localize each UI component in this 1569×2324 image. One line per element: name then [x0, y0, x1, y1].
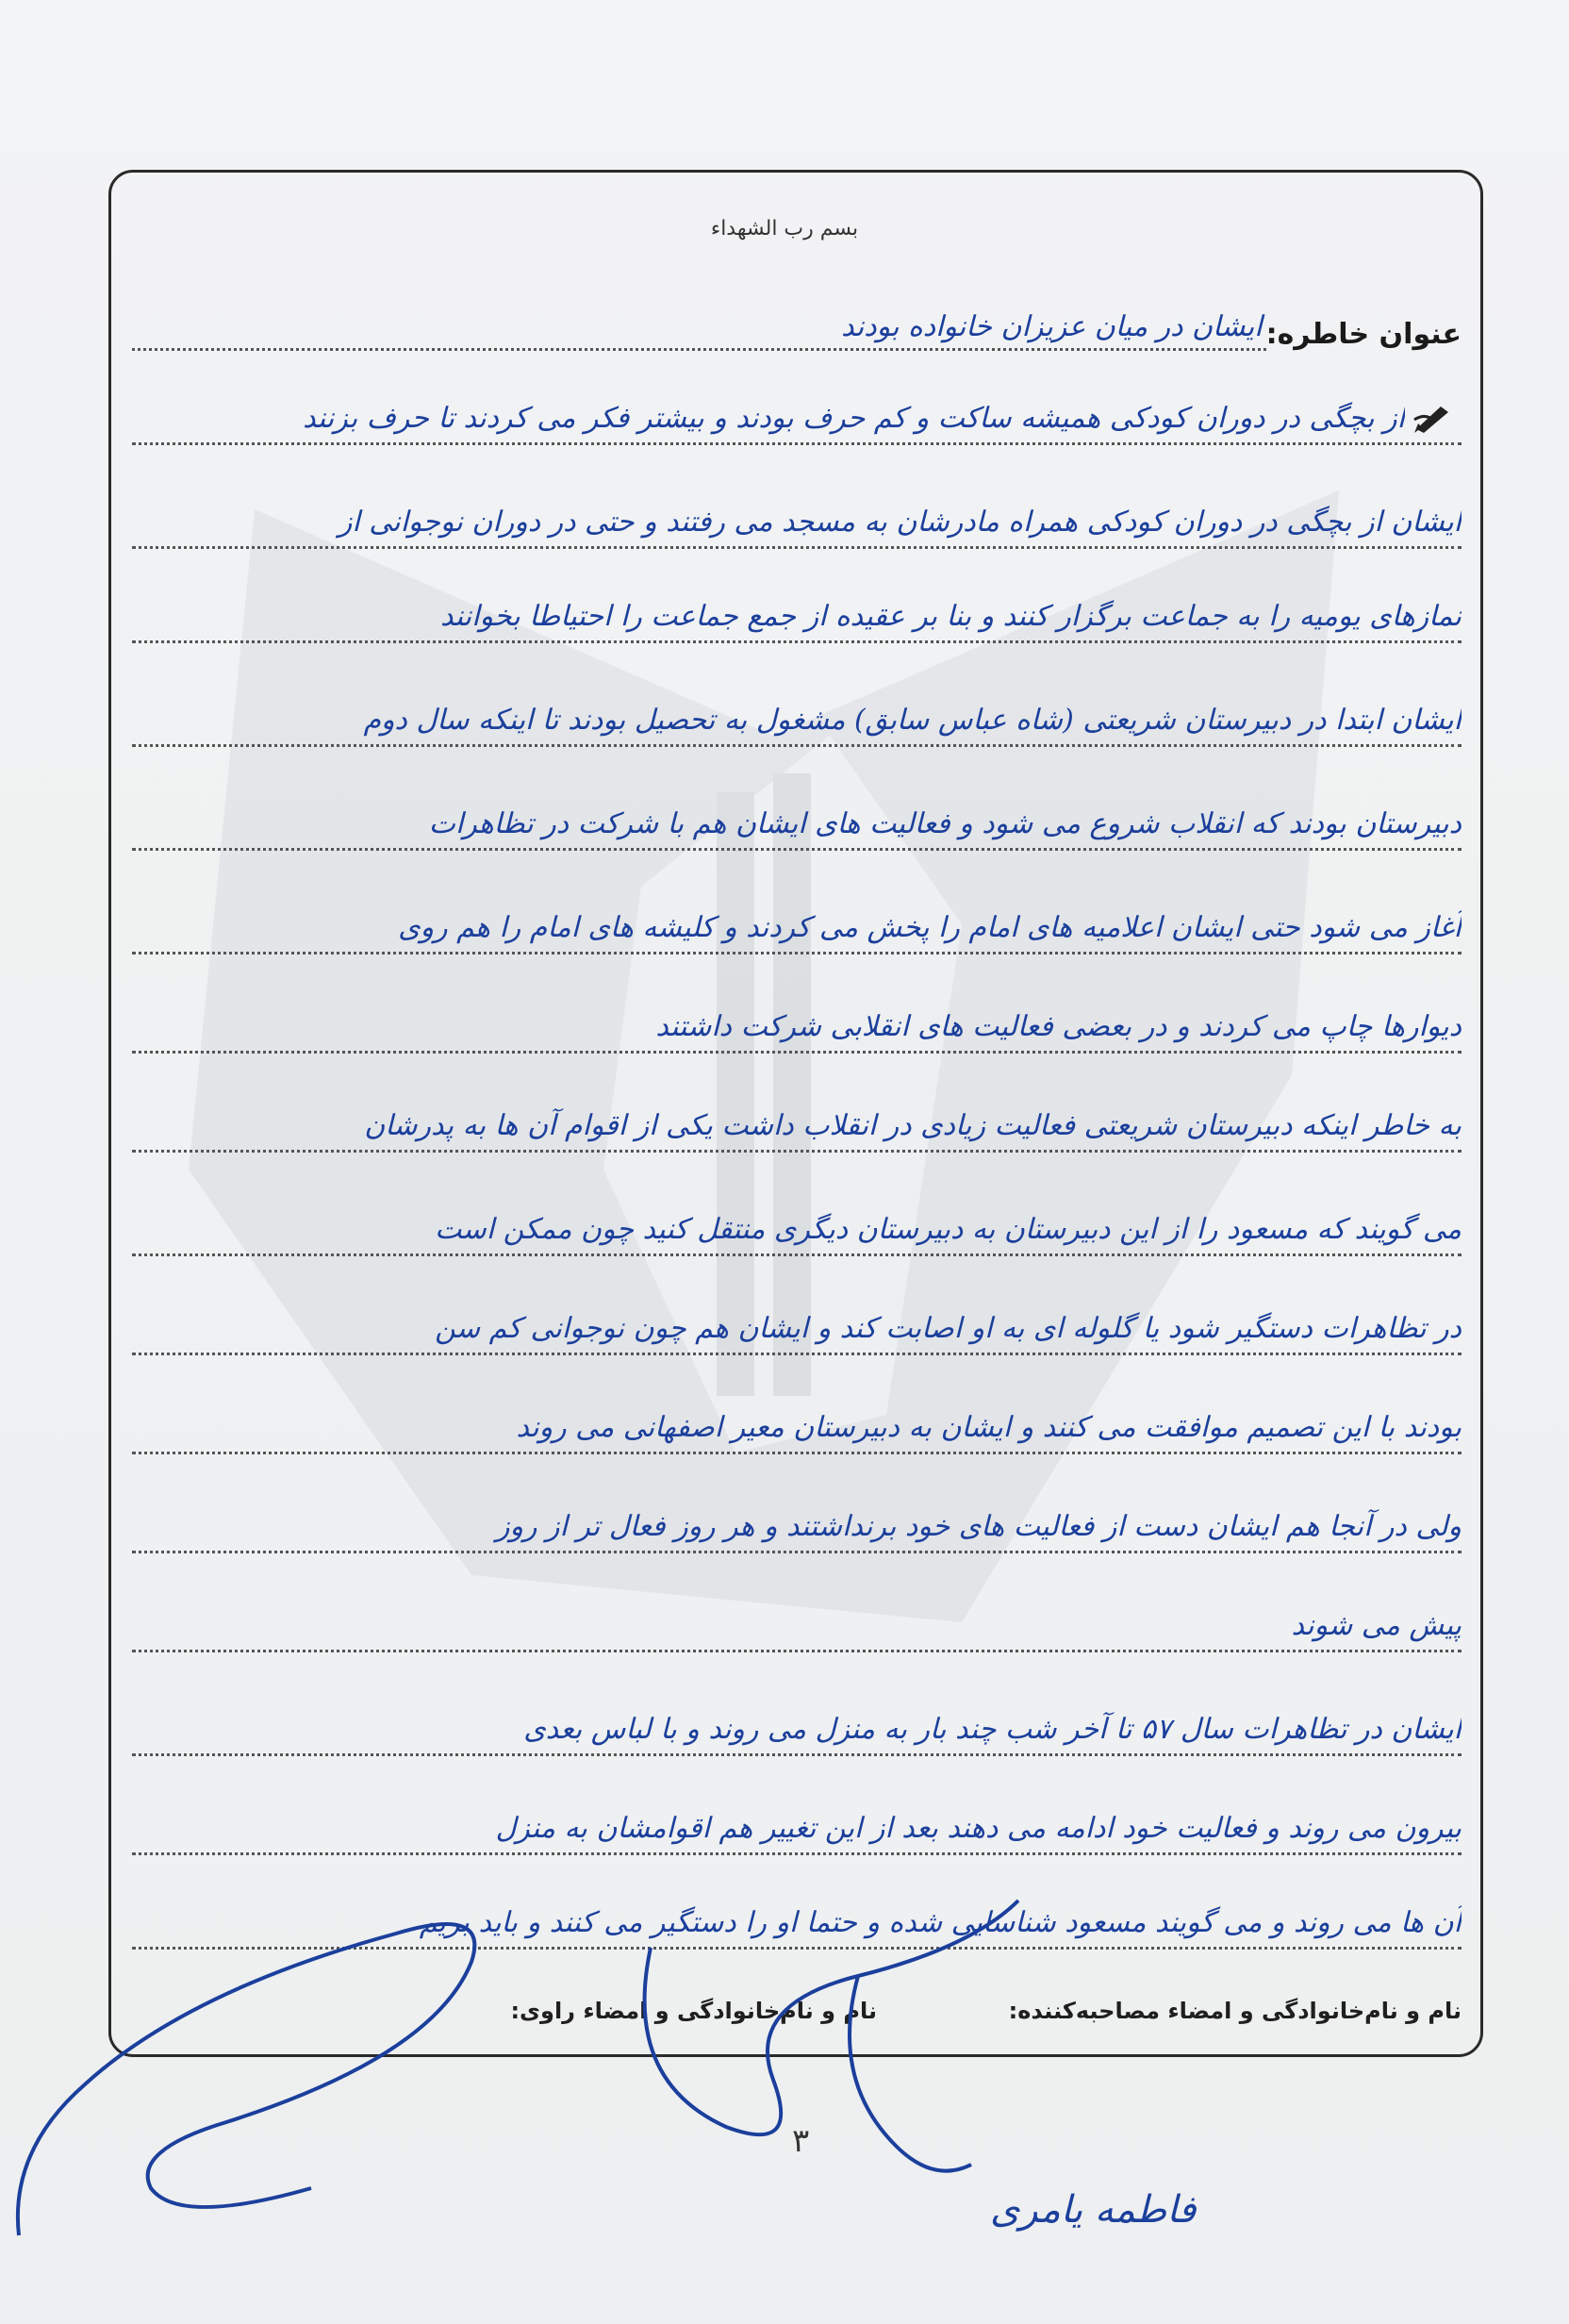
- memory-line-text: در تظاهرات دستگیر شود یا گلوله ای به او اصابت کند و ایشان هم چون نوجوانی کم سن: [435, 1312, 1462, 1345]
- memory-title-label: عنوان خاطره:: [1265, 318, 1462, 351]
- dotted-rule: [132, 1551, 1462, 1553]
- interviewer-signature-label: نام و نام‌خانوادگی و امضاء مصاحبه‌کننده:: [1008, 1998, 1462, 2024]
- dotted-rule: [132, 1051, 1462, 1054]
- memory-line: [132, 1688, 1462, 1756]
- dotted-rule: [132, 640, 1462, 643]
- memory-line-text: دیوارها چاپ می کردند و در بعضی فعالیت های انقلابی شرکت داشتند: [655, 1010, 1462, 1043]
- narrator-signature-scribble: [613, 1891, 1103, 2193]
- dotted-rule: [132, 1253, 1462, 1256]
- memory-line: [132, 783, 1462, 851]
- memory-line: [132, 1085, 1462, 1153]
- memory-line-text: نمازهای یومیه را به جماعت برگزار کنند و بنا بر عقیده از جمع جماعت را احتیاطا بخوانند: [440, 600, 1462, 633]
- page-number: ۳: [792, 2122, 810, 2160]
- memory-line-text: می گویند که مسعود را از این دبیرستان به دبیرستان دیگری منتقل کنید چون ممکن است: [435, 1213, 1462, 1246]
- dotted-rule: [132, 1753, 1462, 1756]
- memory-line: [132, 377, 1462, 445]
- memory-line: [132, 1486, 1462, 1553]
- interviewer-signature-scribble: [0, 1905, 528, 2264]
- dotted-rule: [132, 546, 1462, 549]
- memory-line: [132, 986, 1462, 1054]
- memory-title-value: ایشان در میان عزیزان خانواده بودند: [132, 307, 1266, 351]
- memory-line: [132, 679, 1462, 747]
- dotted-rule: [132, 1353, 1462, 1355]
- memory-line: [132, 1386, 1462, 1454]
- memory-line: [132, 887, 1462, 954]
- memory-line: [132, 481, 1462, 549]
- memory-line: [132, 1585, 1462, 1652]
- memory-line: [132, 1188, 1462, 1256]
- memory-line-text: آغاز می شود حتی ایشان اعلامیه های امام را پخش می کردند و کلیشه های امام را هم روی: [398, 911, 1462, 944]
- memory-line-text: آن ها می روند و می گویند مسعود شناسایی شده و حتما او را دستگیر می کنند و باید بریم: [419, 1906, 1462, 1939]
- memory-line: [132, 1287, 1462, 1355]
- form-header: بسم رب الشهداء: [710, 217, 859, 241]
- memory-line-text: ایشان در تظاهرات سال ۵۷ تا آخر شب چند بار به منزل می روند و با لباس بعدی: [523, 1713, 1462, 1746]
- dotted-rule: [132, 848, 1462, 851]
- dotted-rule: [132, 1150, 1462, 1153]
- dotted-rule: [132, 1852, 1462, 1855]
- memory-line-text: بودند با این تصمیم موافقت می کنند و ایشان به دبیرستان معیر اصفهانی می روند: [516, 1411, 1462, 1444]
- dotted-rule: [132, 1452, 1462, 1454]
- dotted-rule: [132, 744, 1462, 747]
- memory-line-text: از بچگی در دوران کودکی همیشه ساکت و کم حرف بودند و بیشتر فکر می کردند تا حرف بزنند: [303, 402, 1405, 435]
- memory-line-text: ایشان از بچگی در دوران کودکی همراه مادرشان به مسجد می رفتند و حتی در دوران نوجوانی از: [338, 506, 1462, 539]
- memory-title-row: [132, 304, 1462, 351]
- narrator-signature-label: نام و نام‌خانوادگی و امضاء راوی:: [510, 1998, 877, 2024]
- memory-line: [132, 1787, 1462, 1855]
- narrator-signature-name: فاطمه یامری: [990, 2188, 1197, 2232]
- dotted-rule: [132, 952, 1462, 954]
- dotted-rule: [132, 1650, 1462, 1652]
- memory-line-text: ولی در آنجا هم ایشان دست از فعالیت های خود برنداشتند و هر روز فعال تر از روز: [496, 1510, 1462, 1543]
- memory-line-text: پیش می شوند: [1291, 1609, 1462, 1642]
- dotted-rule: [132, 442, 1462, 445]
- memory-line-text: به خاطر اینکه دبیرستان شریعتی فعالیت زیادی در انقلاب داشت یکی از اقوام آن ها به پدرشان: [364, 1109, 1462, 1142]
- memory-line-text: بیرون می روند و فعالیت خود ادامه می دهند بعد از این تغییر هم اقوامشان به منزل: [495, 1812, 1462, 1845]
- memory-line-text: دبیرستان بودند که انقلاب شروع می شود و فعالیت های ایشان هم با شرکت در تظاهرات: [428, 807, 1462, 840]
- memory-line: [132, 575, 1462, 643]
- memory-line-text: ایشان ابتدا در دبیرستان شریعتی (شاه عباس سابق) مشغول به تحصیل بودند تا اینکه سال دوم: [363, 704, 1462, 737]
